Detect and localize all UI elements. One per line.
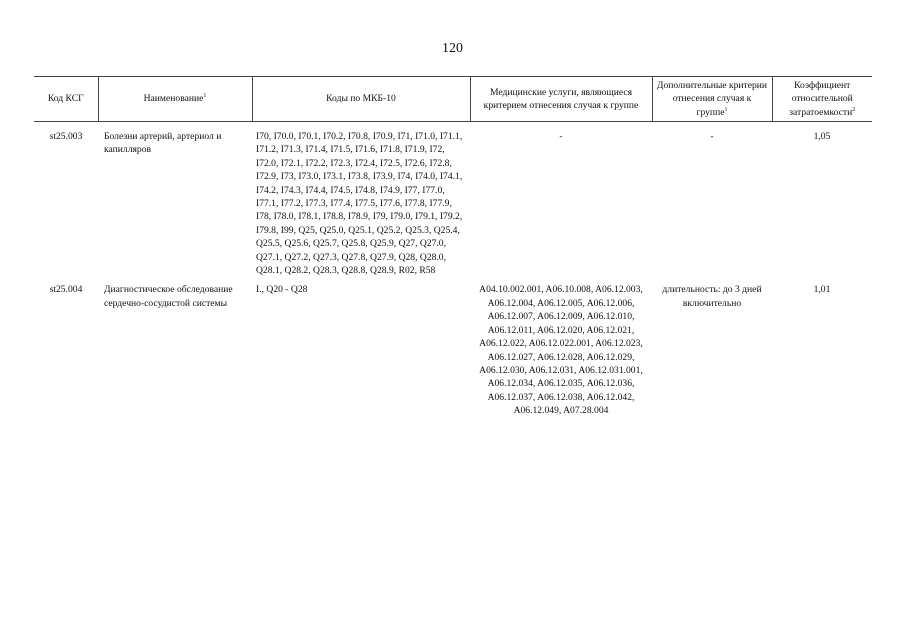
mkb-codes: I70, I70.0, I70.1, I70.2, I70.8, I70.9, I71, I71.0, I71.1, I71.2, I71.3, I71.4, I71.5, I71.6, I71.8, I71.9, I72, I72.0, I72.1, I72.2, I72.3, I72.4, I72.5, I72.6, I72.8, I72.9, I73, I73.0, I73.1, I73.8, I73.9, I74, I74.0, I74.1, I74.2, I74.3, I74.4, I74.5, I74.8, I74.9, I77, I77.0, I77.1, I77.2, I77.3, I77.4, I77.5, I77.6, I77.8, I77.9, I78, I78.0, I78.1, I78.8, I78.9, I79, I79.0, I79.1, I79.2, I79.8, I99, Q25, Q25.0, Q25.1, Q25.2, Q25.3, Q25.4, Q25.5, Q25.6, Q25.7, Q25.8, Q25.9, Q27, Q27.0, Q27.1, Q27.2, Q27.3, Q27.8, Q27.9, Q28, Q28.0, Q28.1, Q28.2, Q28.3, Q28.8, Q28.9, R02, R58: [256, 131, 463, 277]
table-row: [34, 277, 872, 417]
cost-coefficient: 1,05: [813, 131, 831, 142]
header-mkb: Коды по МКБ-10: [252, 77, 470, 122]
table-header-row: [34, 77, 872, 122]
ksg-table: [34, 76, 872, 418]
header-name: Наименование$^1$: [98, 77, 252, 122]
ksg-code: st25.003: [49, 131, 83, 142]
ksg-code: st25.004: [49, 284, 83, 296]
ksg-name: Болезни артерий, артериол и капилляров: [104, 131, 222, 156]
ksg-name: Диагностическое обследование сердечно-сосудистой системы: [104, 284, 233, 309]
mkb-codes: I., Q20 - Q28: [256, 284, 308, 296]
header-code: Код КСГ: [34, 77, 98, 122]
medical-services: A04.10.002.001, A06.10.008, A06.12.003, A06.12.004, A06.12.005, A06.12.006, A06.12.007, A06.12.009, A06.12.010, A06.12.011, A06.12.020, A06.12.021, A06.12.022, A06.12.022.001, A06.12.023, A06.12.027, A06.12.028, A06.12.029, A06.12.030, A06.12.031, A06.12.031.001, A06.12.034, A06.12.035, A06.12.036, A06.12.037, A06.12.038, A06.12.042, A06.12.049, A07.28.004: [479, 284, 643, 417]
medical-services: -: [559, 131, 563, 142]
header-criteria: Дополнительные критерии отнесения случая к группе$^1$: [652, 77, 772, 122]
header-coefficient: Коэффициент относительной затратоемкости$^2$: [772, 77, 872, 122]
additional-criteria: длительность: до 3 дней включительно: [662, 284, 762, 309]
page-number: 120: [442, 41, 463, 56]
table-row: [34, 130, 872, 277]
header-services: Медицинские услуги, являющиеся критерием отнесения случая к группе: [470, 77, 652, 122]
additional-criteria: -: [710, 131, 714, 142]
cost-coefficient: 1,01: [813, 284, 831, 296]
